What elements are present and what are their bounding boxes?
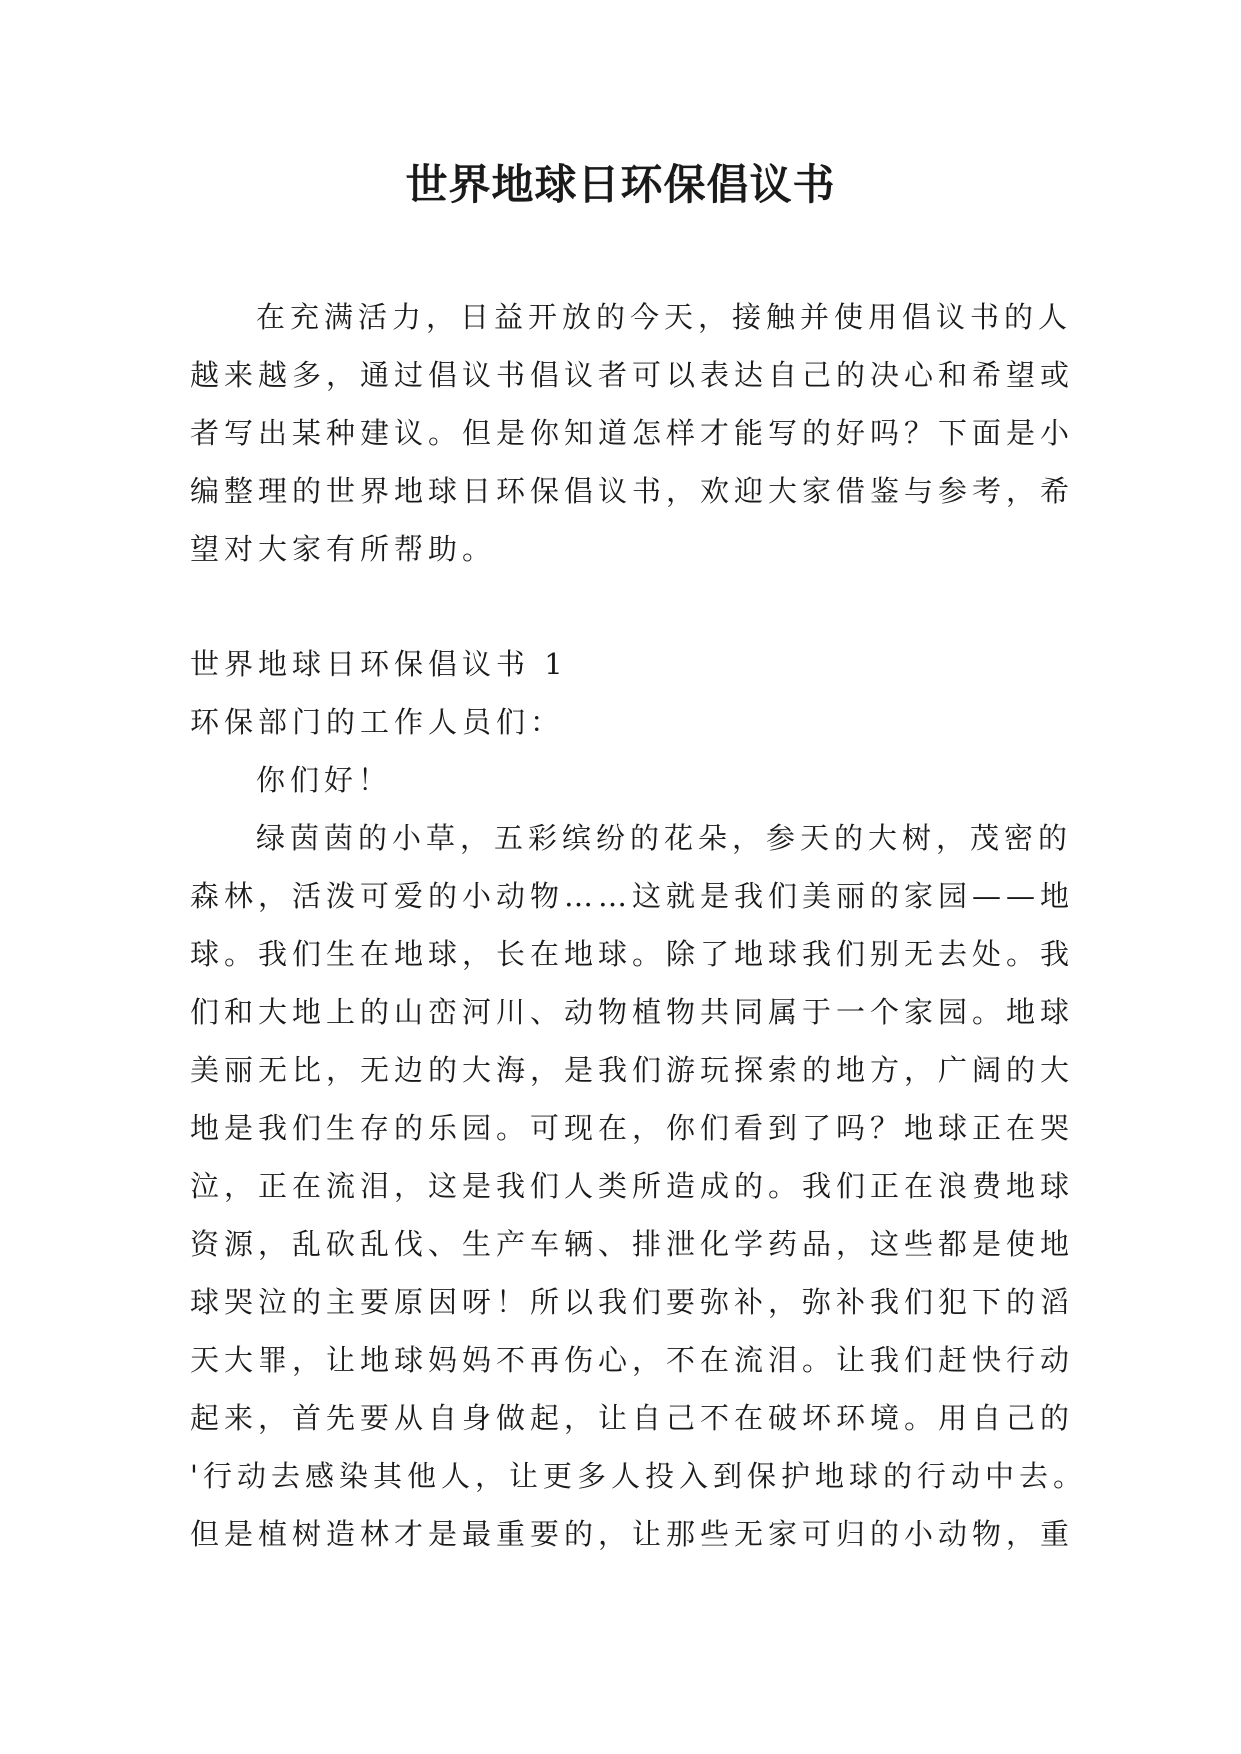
body-line: 资源，乱砍乱伐、生产车辆、排泄化学药品，这些都是使地 [190, 1227, 1075, 1261]
letter-section [190, 635, 1087, 1563]
salutation: 环保部门的工作人员们： [190, 705, 565, 739]
intro-line: 望对大家有所帮助。 [190, 532, 497, 566]
intro-line: 者写出某种建议。但是你知道怎样才能写的好吗？下面是小 [190, 416, 1075, 450]
body-line: 但是植树造林才是最重要的，让那些无家可归的小动物，重 [190, 1517, 1075, 1551]
intro-line: 在充满活力，日益开放的今天，接触并使用倡议书的人 [256, 300, 1073, 334]
body-line: 球。我们生在地球，长在地球。除了地球我们别无去处。我 [190, 937, 1075, 971]
body-line: 美丽无比，无边的大海，是我们游玩探索的地方，广阔的大 [190, 1053, 1075, 1087]
section-heading: 世界地球日环保倡议书 1 [190, 647, 568, 681]
greeting: 你们好！ [256, 763, 393, 797]
body-line: 们和大地上的山峦河川、动物植物共同属于一个家园。地球 [190, 995, 1075, 1029]
document-title: 世界地球日环保倡议书 [405, 160, 836, 209]
intro-line: 编整理的世界地球日环保倡议书，欢迎大家借鉴与参考，希 [190, 474, 1075, 508]
intro-line: 越来越多，通过倡议书倡议者可以表达自己的决心和希望或 [190, 358, 1075, 392]
body-line: '行动去感染其他人，让更多人投入到保护地球的行动中去。 [190, 1459, 1087, 1493]
body-line: 起来，首先要从自身做起，让自己不在破坏环境。用自己的 [190, 1401, 1075, 1435]
body-line: 地是我们生存的乐园。可现在，你们看到了吗？地球正在哭 [190, 1111, 1075, 1145]
body-line: 森林，活泼可爱的小动物……这就是我们美丽的家园——地 [190, 879, 1075, 913]
body-line: 绿茵茵的小草，五彩缤纷的花朵，参天的大树，茂密的 [256, 821, 1073, 855]
intro-paragraph [190, 288, 1075, 578]
body-line: 天大罪，让地球妈妈不再伤心，不在流泪。让我们赶快行动 [190, 1343, 1075, 1377]
body-line: 球哭泣的主要原因呀！所以我们要弥补，弥补我们犯下的滔 [190, 1285, 1075, 1319]
body-line: 泣，正在流泪，这是我们人类所造成的。我们正在浪费地球 [190, 1169, 1075, 1203]
